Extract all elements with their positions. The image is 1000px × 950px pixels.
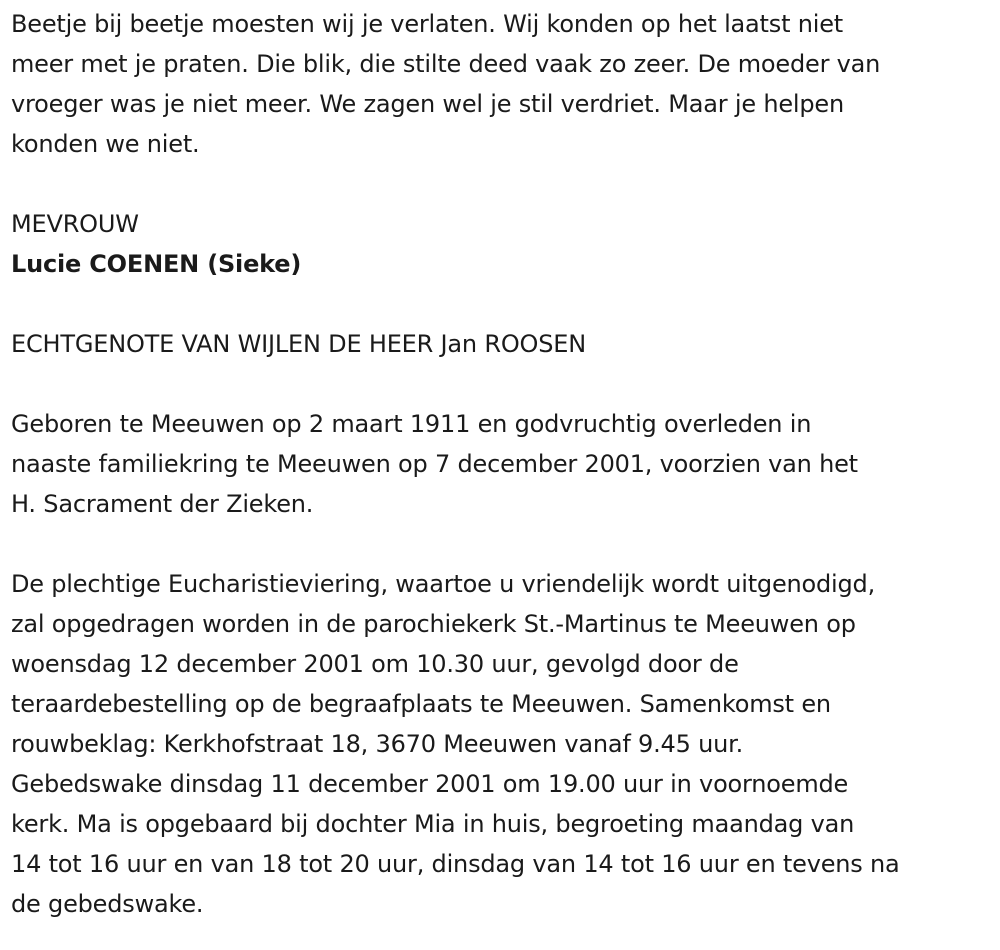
ceremony-line: Gebedswake dinsdag 11 december 2001 om 19.00 uur in voornoemde: [11, 770, 849, 798]
intro-poem: [11, 4, 996, 164]
ceremony-line: zal opgedragen worden in de parochiekerk St.-Martinus te Meeuwen op: [11, 610, 856, 638]
ceremony-line: woensdag 12 december 2001 om 10.30 uur, gevolgd door de: [11, 650, 739, 678]
intro-line: Beetje bij beetje moesten wij je verlaten. Wij konden op het laatst niet: [11, 10, 843, 38]
spacer: [11, 284, 996, 324]
ceremony-paragraph: [11, 564, 996, 924]
spouse-block: [11, 324, 996, 364]
ceremony-line: 14 tot 16 uur en van 18 tot 20 uur, dinsdag van 14 tot 16 uur en tevens na: [11, 850, 900, 878]
intro-line: vroeger was je niet meer. We zagen wel je stil verdriet. Maar je helpen: [11, 90, 844, 118]
obituary-document: [11, 4, 996, 924]
spacer: [11, 524, 996, 564]
intro-line: konden we niet.: [11, 130, 200, 158]
ceremony-line: de gebedswake.: [11, 890, 204, 918]
ceremony-line: kerk. Ma is opgebaard bij dochter Mia in huis, begroeting maandag van: [11, 810, 855, 838]
salutation: MEVROUW: [11, 210, 139, 238]
intro-line: meer met je praten. Die blik, die stilte deed vaak zo zeer. De moeder van: [11, 50, 881, 78]
name-block: [11, 204, 996, 284]
spacer: [11, 364, 996, 404]
birth-death-line: Geboren te Meeuwen op 2 maart 1911 en godvruchtig overleden in: [11, 410, 812, 438]
birth-death-line: H. Sacrament der Zieken.: [11, 490, 314, 518]
spacer: [11, 164, 996, 204]
ceremony-line: teraardebestelling op de begraafplaats te Meeuwen. Samenkomst en: [11, 690, 831, 718]
ceremony-line: rouwbeklag: Kerkhofstraat 18, 3670 Meeuwen vanaf 9.45 uur.: [11, 730, 744, 758]
deceased-name: Lucie COENEN (Sieke): [11, 250, 302, 278]
birth-death-paragraph: [11, 404, 996, 524]
spouse-line: ECHTGENOTE VAN WIJLEN DE HEER Jan ROOSEN: [11, 330, 586, 358]
birth-death-line: naaste familiekring te Meeuwen op 7 december 2001, voorzien van het: [11, 450, 858, 478]
ceremony-line: De plechtige Eucharistieviering, waartoe u vriendelijk wordt uitgenodigd,: [11, 570, 876, 598]
